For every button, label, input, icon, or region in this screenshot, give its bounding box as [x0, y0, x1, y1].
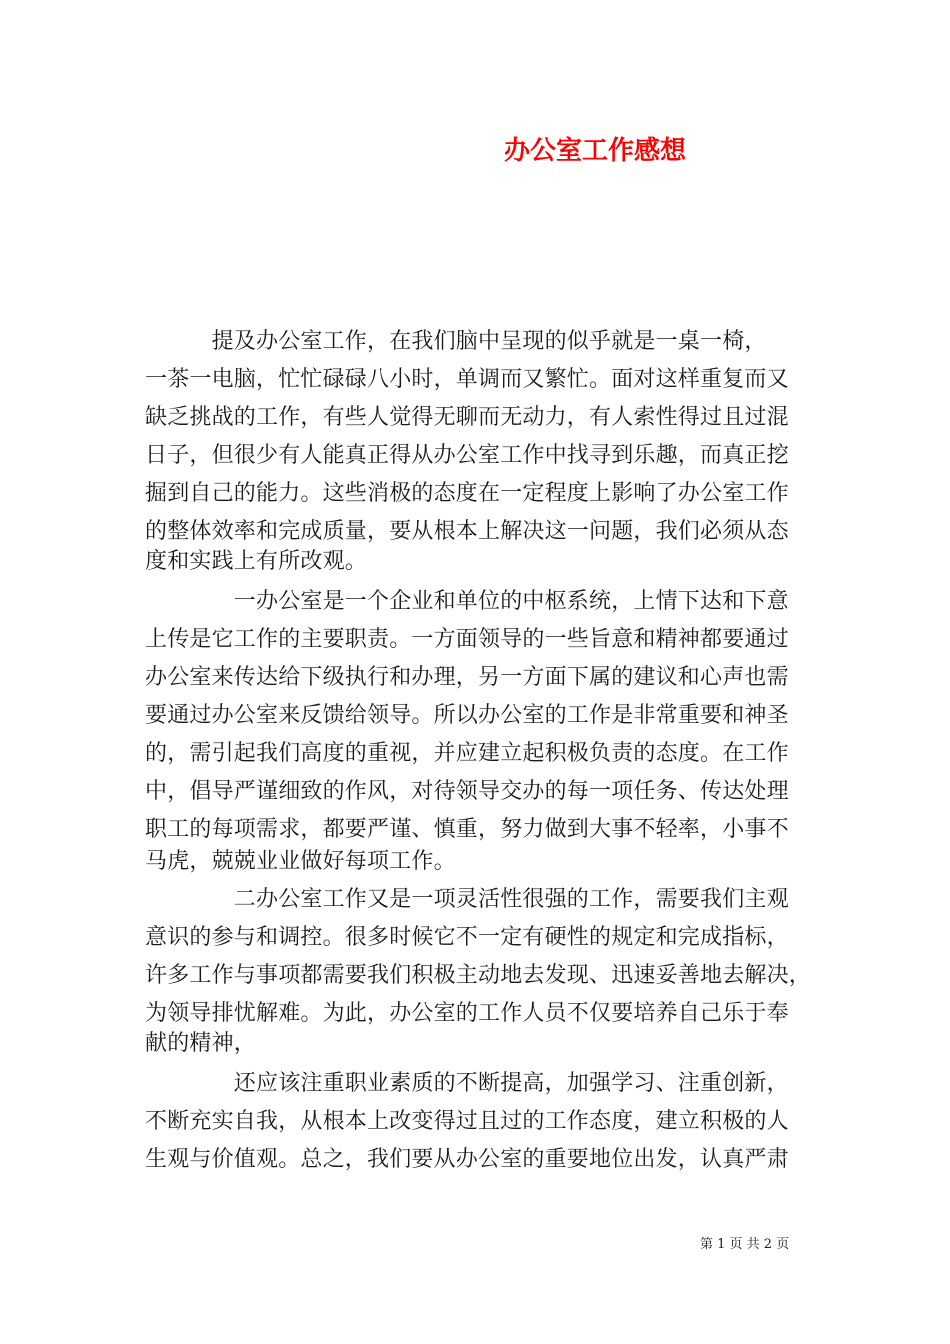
document-title: 办公室工作感想 — [503, 136, 686, 166]
paragraph-2-line-2: 上传是它工作的主要职责。一方面领导的一些旨意和精神都要通过 — [145, 627, 789, 652]
paragraph-1-line-3: 缺乏挑战的工作，有些人觉得无聊而无动力，有人索性得过且过混 — [145, 405, 789, 430]
paragraph-1-line-1: 提及办公室工作，在我们脑中呈现的似乎就是一桌一椅， — [145, 329, 767, 354]
paragraph-2-line-3: 办公室来传达给下级执行和办理，另一方面下属的建议和心声也需 — [145, 665, 789, 690]
paragraph-1-line-5: 掘到自己的能力。这些消极的态度在一定程度上影响了办公室工作 — [145, 481, 789, 506]
paragraph-4-line-2: 不断充实自我，从根本上改变得过且过的工作态度，建立积极的人 — [145, 1109, 789, 1134]
paragraph-1-line-7: 度和实践上有所改观。 — [145, 549, 368, 574]
paragraph-1-line-2: 一茶一电脑，忙忙碌碌八小时，单调而又繁忙。面对这样重复而又 — [145, 367, 789, 392]
paragraph-2-line-8: 马虎，兢兢业业做好每项工作。 — [145, 849, 456, 874]
paragraph-2-line-1: 一办公室是一个企业和单位的中枢系统，上情下达和下意 — [145, 589, 789, 614]
paragraph-3-line-1: 二办公室工作又是一项灵活性很强的工作，需要我们主观 — [145, 887, 789, 912]
page-number: 第 1 页 共 2 页 — [700, 1237, 790, 1252]
paragraph-1-line-4: 日子，但很少有人能真正得从办公室工作中找寻到乐趣，而真正挖 — [145, 443, 789, 468]
paragraph-2-line-4: 要通过办公室来反馈给领导。所以办公室的工作是非常重要和神圣 — [145, 703, 789, 728]
paragraph-2-line-5: 的，需引起我们高度的重视，并应建立起积极负责的态度。在工作 — [145, 741, 789, 766]
paragraph-3-line-3: 许多工作与事项都需要我们积极主动地去发现、迅速妥善地去解决， — [145, 963, 812, 988]
paragraph-4-line-3: 生观与价值观。总之，我们要从办公室的重要地位出发，认真严肃 — [145, 1147, 789, 1172]
paragraph-3-line-2: 意识的参与和调控。很多时候它不一定有硬性的规定和完成指标， — [145, 925, 789, 950]
paragraph-3-line-5: 献的精神， — [145, 1031, 257, 1056]
paragraph-2-line-7: 职工的每项需求，都要严谨、慎重，努力做到大事不轻率，小事不 — [145, 817, 789, 842]
paragraph-2-line-6: 中，倡导严谨细致的作风，对待领导交办的每一项任务、传达处理 — [145, 779, 789, 804]
paragraph-4-line-1: 还应该注重职业素质的不断提高，加强学习、注重创新， — [145, 1071, 789, 1096]
paragraph-1-line-6: 的整体效率和完成质量，要从根本上解决这一问题，我们必须从态 — [145, 519, 789, 544]
paragraph-3-line-4: 为领导排忧解难。为此，办公室的工作人员不仅要培养自己乐于奉 — [145, 1001, 789, 1026]
